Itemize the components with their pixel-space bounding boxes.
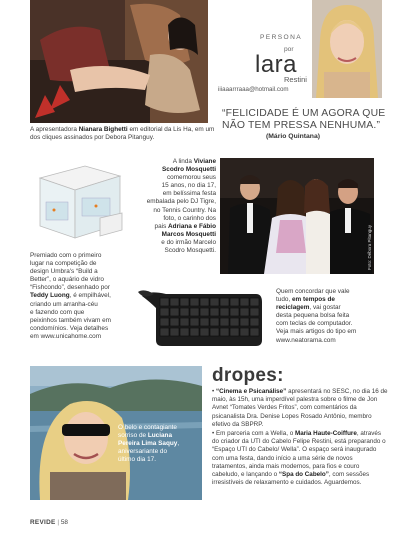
caption-line — [276, 296, 386, 304]
caption-text: sorriso de — [118, 432, 148, 440]
caption-line: e do irmão Marcelo — [161, 238, 216, 246]
dropes-item-text: Em parceria com a Wella, o — [214, 430, 295, 438]
caption-line: 15 anos, no dia 17, — [161, 182, 216, 190]
caption-line — [132, 223, 216, 231]
caption-line — [132, 158, 216, 166]
caption-text: A apresentadora — [30, 126, 79, 133]
bullet: • — [212, 430, 215, 438]
caption-text: , vai gostar — [309, 304, 341, 312]
caption-line — [118, 440, 202, 448]
caption-text: pais — [154, 222, 169, 230]
caption-line: comemorou seus — [166, 174, 216, 182]
photo-credit: Foto: Débora Pitanguy — [367, 224, 372, 270]
footer-separator: | — [57, 519, 60, 526]
caption-line: www.neatorama.com — [276, 336, 336, 344]
designer-name: Teddy Luong — [30, 292, 70, 300]
author-first-name: lara — [255, 51, 298, 78]
dropes-item-1 — [212, 388, 388, 429]
caption-text: tudo, — [276, 296, 292, 304]
celebrant-name: Pereira Lima Saquy — [118, 440, 178, 448]
caption-line: em www.unicahome.com — [30, 332, 102, 340]
fishcondo-illustration — [30, 158, 128, 250]
caption-line — [118, 432, 202, 440]
fishcondo-caption — [30, 252, 130, 341]
caption-line: peixinhos também vivam em — [30, 316, 111, 324]
caption-text: , — [177, 440, 180, 448]
parents-name: Marcos Mosquetti — [161, 230, 216, 238]
caption-text-rest: em editorial da Lis Ha, em um dos cliques assinados por Debora Pitanguy. — [30, 126, 215, 142]
celebrant-name: Luciana — [147, 432, 172, 440]
party-photo — [220, 158, 374, 274]
caption-line: Premiado com o primeiro — [30, 252, 102, 259]
caption-text: , é empilhável, — [69, 292, 111, 300]
caption-highlight: reciclagem — [276, 304, 310, 312]
lake-portrait-caption — [118, 424, 202, 464]
dropes-item-highlight: “Spa do Cabelo” — [278, 471, 329, 479]
editorial-photo — [30, 0, 208, 123]
magazine-name: REVIDE — [30, 519, 56, 526]
dropes-item-text: apresentará no SESC, no dia 16 de maio, às 15h, uma imperdível palestra sobre o filme de Jon Avnet “Tomates Verdes Fritos”, com comentários da psicanalista Dra. Denise Lopes Rosado Antônio, membro efetivo da SBPRP. — [212, 388, 388, 428]
caption-line — [276, 304, 386, 312]
caption-line: com teclas de computador. — [276, 320, 353, 328]
keyboard-bag-illustration — [136, 286, 266, 352]
caption-line: aniversariante do — [118, 448, 168, 456]
column-kicker: PERSONA — [260, 34, 303, 41]
quote-author: (Mário Quintana) — [266, 133, 320, 140]
quote-line-1: “FELICIDADE É UM AGORA QUE — [222, 108, 386, 119]
author-last-name: Restini — [284, 75, 307, 84]
editorial-caption — [30, 126, 215, 142]
caption-line: Veja mais artigos do tipo em — [276, 328, 357, 336]
caption-line: desta pequena bolsa feita — [276, 312, 350, 320]
author-email: iiiaaarrraaa@hotmail.com — [218, 86, 289, 93]
dropes-title: dropes: — [212, 365, 284, 386]
caption-line: criando um arranha-céu — [30, 300, 98, 308]
caption-line: Quem concordar que vale — [276, 288, 350, 295]
dropes-item-2 — [212, 430, 388, 487]
keyboard-bag-caption — [276, 288, 386, 345]
caption-line: último dia 17. — [118, 456, 157, 464]
honoree-name: Scodro Mosquetti — [162, 166, 216, 174]
page-footer — [30, 519, 68, 526]
caption-line: no Tennis Country. Na — [153, 206, 216, 214]
caption-line: design Umbra's “Build a — [30, 268, 98, 276]
caption-line: embalada pelo DJ Tigre, — [146, 198, 216, 206]
dropes-item-title: Maria Haute-Coiffure — [294, 430, 357, 438]
dropes-section — [212, 366, 388, 487]
page-number: 58 — [60, 519, 68, 526]
dropes-item-text: , através do criador da UTI do Cabelo Felipe Restini, está preparando o “Espaço UTI do Cabelo/ Wella”. O espaço será inaugurado com uma festa, dando início a uma série de novos tratamentos, ainda mais modernos, para fios e couro cabeludo, e lançando o — [212, 430, 386, 479]
caption-line: Scodro Mosquetti. — [164, 247, 216, 255]
keyboard-bag-image — [136, 286, 266, 352]
parents-name: Adriana e Fábio — [168, 222, 216, 230]
party-caption — [132, 158, 216, 255]
author-portrait-illustration — [312, 0, 382, 98]
bullet: • — [212, 388, 215, 395]
caption-name: Nianara Bighetti — [78, 126, 128, 133]
editorial-illustration — [30, 0, 208, 123]
caption-text: A linda — [172, 158, 194, 165]
quote-line-2: NÃO TEM PRESSA NENHUMA.” — [222, 120, 381, 131]
caption-line: lugar na competição de — [30, 260, 97, 268]
honoree-name: Viviane — [193, 158, 216, 165]
caption-highlight: “Fishcondo”, desenhado por — [30, 284, 110, 292]
caption-line: O belo e contagiante — [118, 424, 177, 431]
caption-line — [30, 284, 130, 292]
caption-line: Better”, o aquário de vidro — [30, 276, 104, 284]
caption-line: condomínios. Veja detalhes — [30, 324, 109, 332]
caption-line — [132, 231, 216, 239]
caption-highlight: em tempos de — [292, 296, 335, 304]
dropes-item-title: “Cinema e Psicanálise” — [215, 388, 287, 395]
caption-line — [132, 166, 216, 174]
fishcondo-image — [30, 158, 128, 250]
author-portrait — [312, 0, 382, 98]
caption-line — [30, 292, 130, 300]
dropes-item-text: , com sessões irresistíveis de relaxamento e cuidados. Aguardemos. — [212, 471, 370, 487]
party-illustration — [220, 158, 374, 274]
caption-line: e fazendo com que — [30, 308, 85, 316]
caption-line: em belíssima festa — [162, 190, 216, 198]
column-by: por — [284, 46, 294, 53]
caption-line: foto, o carinho dos — [163, 214, 216, 222]
quote-block — [222, 108, 402, 140]
